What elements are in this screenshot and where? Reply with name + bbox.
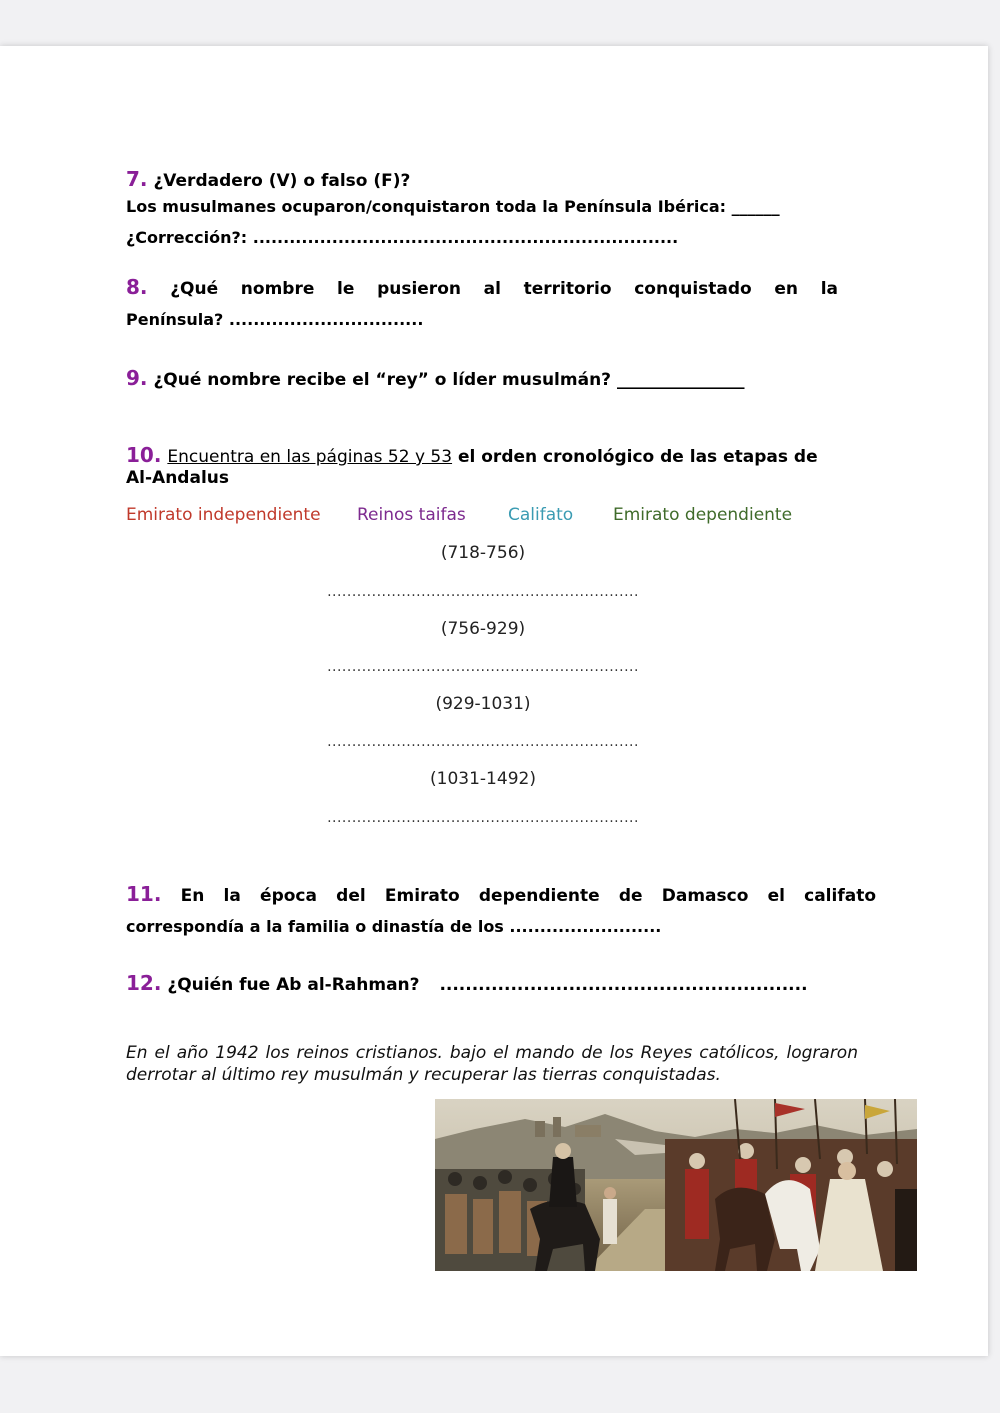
q10-link: Encuentra en las páginas 52 y 53	[167, 447, 453, 467]
q12-blank[interactable]: .........................................................	[439, 975, 808, 995]
q11-line1	[126, 882, 876, 906]
answer-blank-1[interactable]: ...............................................................	[327, 584, 639, 600]
period-3: (929-1031)	[435, 694, 531, 714]
q8-number: 8.	[126, 275, 148, 299]
q7-number: 7.	[126, 167, 148, 191]
q10-rest: el orden cronológico de las etapas de	[452, 447, 818, 467]
answer-blank-4[interactable]: ...............................................................	[327, 810, 639, 826]
period-4: (1031-1492)	[430, 769, 536, 789]
answer-blank-3[interactable]: ...............................................................	[327, 734, 639, 750]
q8-line2: Península? ................................	[126, 310, 424, 329]
etapa-emirato-dependiente: Emirato dependiente	[613, 505, 793, 525]
q12-text: ¿Quién fue Ab al-Rahman?	[167, 975, 420, 995]
q7-heading	[126, 167, 410, 191]
q10-line2: Al-Andalus	[126, 468, 229, 488]
worksheet-page	[0, 46, 988, 1356]
closing-paragraph: En el año 1942 los reinos cristianos. bajo el mando de los Reyes católicos, lograron derrotar al último rey musulmán y recuperar las tierras conquistadas.	[126, 1043, 858, 1085]
q8-text: ¿Qué nombre le pusieron al territorio conquistado en la	[170, 279, 838, 299]
q11-text: En la época del Emirato dependiente de Damasco el califato	[180, 886, 876, 906]
period-2: (756-929)	[440, 619, 526, 639]
answer-blank-2[interactable]: ...............................................................	[327, 659, 639, 675]
etapa-emirato-independiente: Emirato independiente	[126, 505, 321, 525]
q7-statement: Los musulmanes ocuparon/conquistaron toda la Península Ibérica: ______	[126, 197, 780, 216]
etapa-reinos-taifas: Reinos taifas	[357, 505, 466, 525]
q7-correction: ¿Corrección?: ......................................................................	[126, 228, 679, 247]
q10-line1	[126, 443, 818, 467]
q9-number: 9.	[126, 366, 148, 390]
q9-text: ¿Qué nombre recibe el “rey” o líder musulmán? _______________	[153, 370, 745, 390]
q11-number: 11.	[126, 882, 162, 906]
q8-line1	[126, 275, 838, 299]
surrender-of-granada-painting	[435, 1099, 917, 1271]
q10-number: 10.	[126, 443, 162, 467]
etapa-califato: Califato	[508, 505, 574, 525]
q11-line2: correspondía a la familia o dinastía de los .........................	[126, 917, 662, 936]
q12-number: 12.	[126, 971, 162, 995]
q12-line	[126, 971, 808, 995]
q7-title: ¿Verdadero (V) o falso (F)?	[153, 171, 411, 191]
period-1: (718-756)	[440, 543, 526, 563]
q9-line	[126, 366, 744, 390]
